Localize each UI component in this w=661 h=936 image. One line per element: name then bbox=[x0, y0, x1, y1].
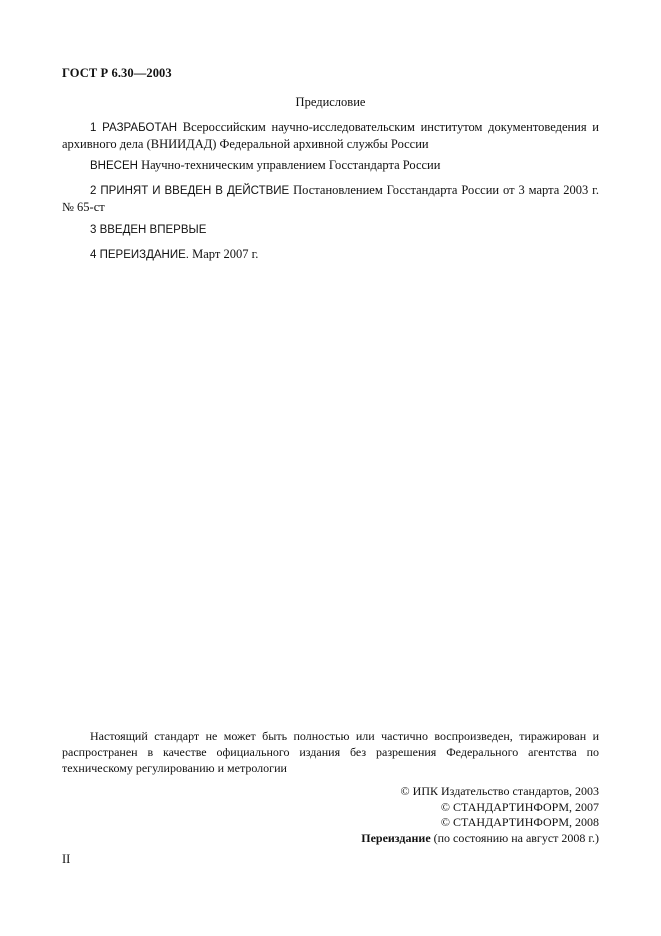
preface-item-1 bbox=[62, 119, 599, 152]
reprint-line bbox=[361, 831, 599, 847]
preface-introduced-label: ВНЕСЕН bbox=[90, 160, 138, 172]
preface-introduced bbox=[62, 157, 599, 174]
preface-item-2 bbox=[62, 182, 599, 215]
preface-title: Предисловие bbox=[295, 95, 366, 109]
page-number: II bbox=[62, 852, 71, 866]
reprint-label: Переиздание bbox=[361, 830, 431, 845]
copyright-block bbox=[361, 784, 599, 846]
preface-item-3 bbox=[62, 221, 599, 238]
copyright-line-3: © СТАНДАРТИНФОРМ, 2008 bbox=[440, 815, 599, 829]
preface-item-4-text: Март 2007 г. bbox=[188, 247, 259, 261]
copyright-line-2: © СТАНДАРТИНФОРМ, 2007 bbox=[440, 799, 599, 814]
reprint-text: (по состоянию на август 2008 г.) bbox=[430, 830, 599, 845]
preface-item-2-label: 2 ПРИНЯТ И ВВЕДЕН В ДЕЙСТВИЕ bbox=[90, 185, 290, 197]
preface-item-3-label: 3 ВВЕДЕН ВПЕРВЫЕ bbox=[90, 224, 207, 236]
preface-item-4 bbox=[62, 246, 599, 263]
preface-introduced-text: Научно-техническим управлением Госстандарта России bbox=[137, 158, 441, 172]
copyright-notice: Настоящий стандарт не может быть полностью или частично воспроизведен, тиражирован и распространен в качестве официального издания без разрешения Федерального агентства по техническому регулированию и метрологии bbox=[62, 729, 599, 775]
preface-item-1-label: 1 РАЗРАБОТАН bbox=[90, 122, 178, 134]
preface-item-2-text: Постановлением Госстандарта России от 3 марта 2003 г. № 65-ст bbox=[62, 183, 599, 214]
copyright-line-1: © ИПК Издательство стандартов, 2003 bbox=[400, 784, 599, 798]
preface-item-4-label: 4 ПЕРЕИЗДАНИЕ. bbox=[90, 249, 189, 261]
standard-code: ГОСТ Р 6.30—2003 bbox=[62, 66, 172, 80]
preface-item-1-text: Всероссийским научно-исследовательским институтом документоведения и архивного дела (ВНИИДАД) Федеральной архивной службы России bbox=[62, 120, 599, 151]
